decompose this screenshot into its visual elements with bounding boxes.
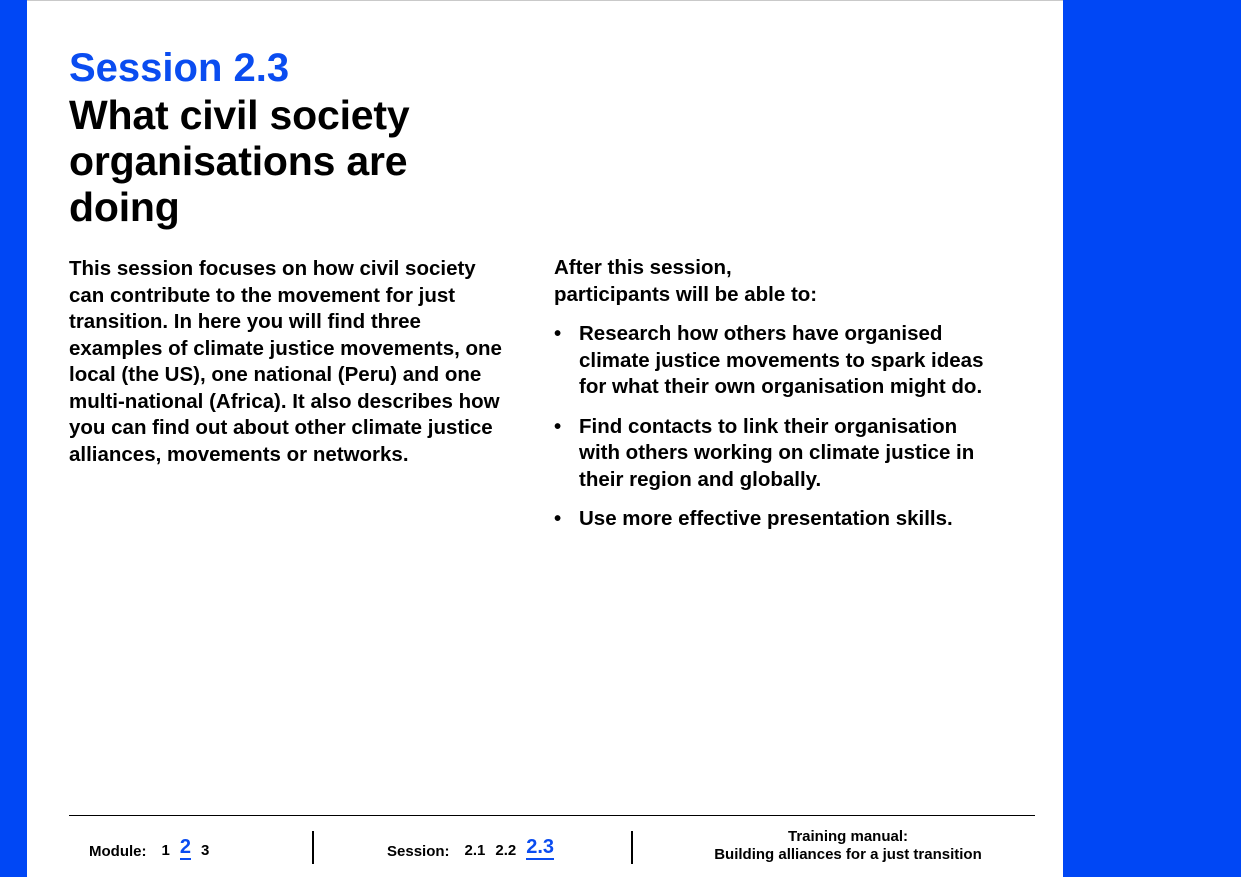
- footer-divider: [69, 815, 1035, 816]
- session-number: Session 2.3: [69, 46, 290, 90]
- module-nav: [89, 836, 209, 860]
- objectives-lead-line1: After this session,: [554, 256, 732, 279]
- bullet-icon: •: [554, 414, 562, 438]
- objective-item: [554, 506, 994, 533]
- objectives-lead: [554, 255, 994, 308]
- objectives-lead-line2: participants will be able to:: [554, 282, 818, 306]
- session-link-2-3[interactable]: 2.3: [526, 836, 555, 858]
- top-divider: [27, 0, 1063, 1]
- manual-title-line2: Building alliances for a just transition: [714, 846, 982, 863]
- session-link-2-2[interactable]: 2.2: [495, 842, 517, 859]
- objective-text: Find contacts to link their organisation with others working on climate justice in their region and globally.: [579, 414, 975, 491]
- footer-separator: [312, 831, 314, 864]
- objective-item: [554, 414, 994, 494]
- objective-item: [554, 321, 994, 401]
- objective-text: Use more effective presentation skills.: [579, 507, 953, 530]
- footer-separator: [631, 831, 633, 864]
- manual-title: [690, 828, 1006, 864]
- session-nav-label: Session:: [387, 843, 450, 860]
- session-link-2-1[interactable]: 2.1: [464, 842, 486, 859]
- objective-text: Research how others have organised climate justice movements to spark ideas for what their own organisation might do.: [579, 322, 984, 398]
- module-link-1[interactable]: 1: [161, 842, 170, 859]
- page-title: What civil society organisations are doing: [69, 92, 410, 230]
- bullet-icon: •: [554, 507, 562, 530]
- left-accent-bar: [0, 0, 27, 877]
- intro-paragraph: This session focuses on how civil society can contribute to the movement for just transition. In here you will find three examples of climate justice movements, one local (the US), one national (Peru) and one multi-national (Africa). It also describes how you can find out about other climate justice alliances, movements or networks.: [69, 257, 502, 466]
- module-link-2[interactable]: 2: [179, 836, 191, 858]
- right-accent-bar: [1063, 0, 1241, 877]
- module-link-3[interactable]: 3: [200, 842, 210, 859]
- module-nav-label: Module:: [89, 843, 147, 860]
- manual-title-line1: Training manual:: [787, 828, 908, 845]
- session-nav: [387, 836, 554, 860]
- bullet-icon: •: [554, 322, 562, 345]
- learning-objectives: [554, 255, 994, 546]
- objectives-list: [554, 321, 994, 533]
